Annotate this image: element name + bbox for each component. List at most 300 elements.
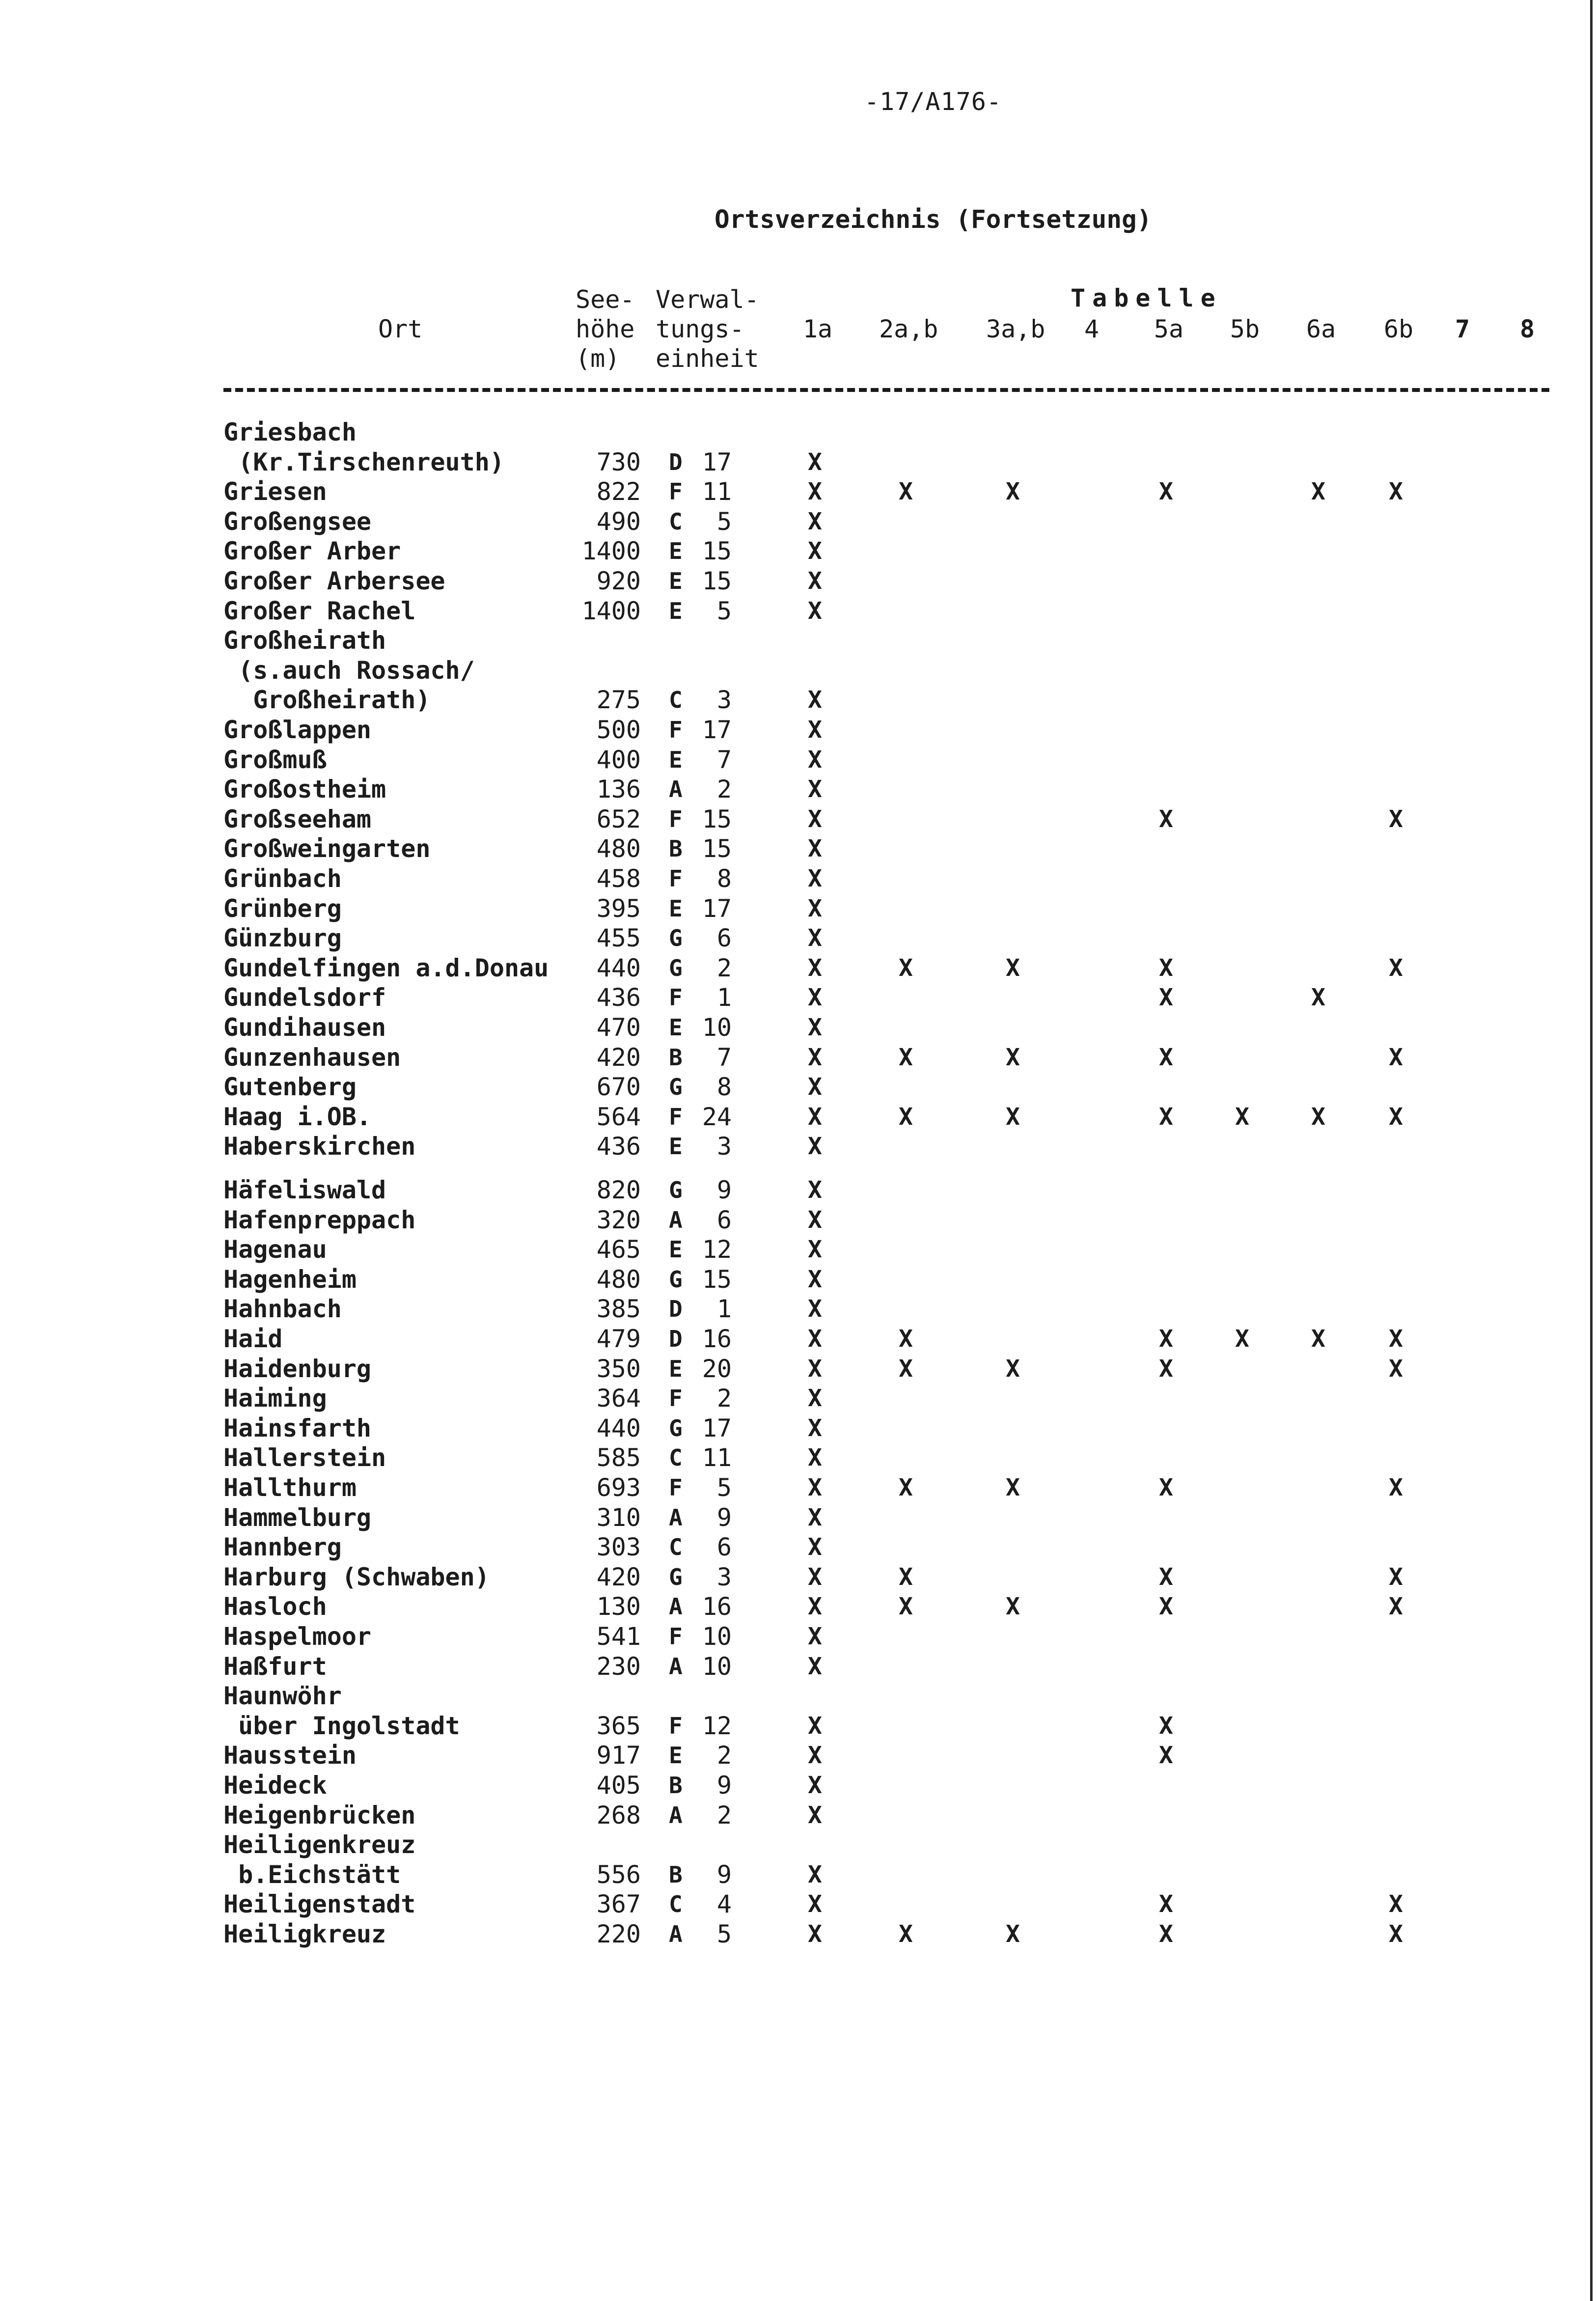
table-mark: X bbox=[1159, 1355, 1173, 1383]
elevation-value: 436 bbox=[596, 1132, 641, 1161]
elevation-value: 480 bbox=[596, 1265, 641, 1294]
admin-unit-number: 12 bbox=[702, 1712, 732, 1740]
table-mark: X bbox=[808, 895, 822, 922]
table-mark: X bbox=[1006, 1103, 1020, 1131]
table-mark: X bbox=[1389, 1920, 1403, 1948]
table-mark: X bbox=[1159, 1742, 1173, 1769]
place-name: (s.auch Rossach/ bbox=[223, 656, 475, 685]
admin-unit-number: 7 bbox=[716, 746, 732, 774]
elevation-value: 455 bbox=[596, 924, 641, 952]
elevation-value: 730 bbox=[596, 448, 641, 476]
table-row bbox=[0, 1562, 1596, 1592]
elevation-value: 395 bbox=[596, 894, 641, 923]
table-row bbox=[0, 596, 1596, 626]
admin-unit-number: 15 bbox=[702, 567, 732, 595]
place-name: Haberskirchen bbox=[223, 1132, 416, 1161]
table-mark: X bbox=[808, 1073, 822, 1101]
admin-unit-letter: E bbox=[669, 1236, 683, 1263]
table-mark: X bbox=[1389, 1325, 1403, 1353]
elevation-value: 820 bbox=[596, 1176, 641, 1204]
admin-unit-number: 12 bbox=[702, 1235, 732, 1264]
column-header: 6a bbox=[1306, 315, 1336, 343]
admin-unit-letter: A bbox=[669, 1207, 683, 1233]
table-row bbox=[0, 1771, 1596, 1800]
admin-unit-number: 5 bbox=[716, 507, 732, 536]
place-name: Großer Rachel bbox=[223, 597, 416, 625]
admin-unit-letter: D bbox=[669, 1296, 683, 1322]
column-header: 7 bbox=[1455, 315, 1470, 343]
admin-unit-letter: D bbox=[669, 1326, 683, 1352]
admin-unit-number: 1 bbox=[716, 983, 732, 1012]
elevation-value: 320 bbox=[596, 1206, 641, 1234]
place-name: Grünberg bbox=[223, 894, 342, 923]
table-mark: X bbox=[808, 1295, 822, 1323]
table-mark: X bbox=[808, 1861, 822, 1888]
table-row bbox=[0, 685, 1596, 715]
admin-unit-number: 6 bbox=[716, 924, 732, 952]
admin-unit-letter: A bbox=[669, 1802, 683, 1829]
place-name: Gundihausen bbox=[223, 1013, 386, 1042]
elevation-value: 367 bbox=[596, 1890, 641, 1918]
place-name: über Ingolstadt bbox=[223, 1712, 460, 1740]
admin-unit-letter: E bbox=[669, 538, 683, 564]
admin-unit-number: 16 bbox=[702, 1325, 732, 1353]
table-mark: X bbox=[1159, 1563, 1173, 1591]
table-mark: X bbox=[808, 746, 822, 774]
table-row bbox=[0, 775, 1596, 804]
table-row bbox=[0, 447, 1596, 477]
elevation-value: 230 bbox=[596, 1652, 641, 1681]
table-mark: X bbox=[808, 478, 822, 505]
place-name: Haiming bbox=[223, 1384, 327, 1413]
table-mark: X bbox=[1159, 984, 1173, 1011]
table-mark: X bbox=[808, 1133, 822, 1160]
place-name: Harburg (Schwaben) bbox=[223, 1563, 490, 1591]
admin-unit-letter: A bbox=[669, 1593, 683, 1620]
table-mark: X bbox=[808, 537, 822, 565]
admin-unit-letter: E bbox=[669, 1356, 683, 1382]
admin-unit-letter: A bbox=[669, 1653, 683, 1680]
admin-unit-number: 2 bbox=[716, 775, 732, 804]
table-row bbox=[0, 834, 1596, 863]
table-mark: X bbox=[808, 597, 822, 625]
table-mark: X bbox=[1389, 1474, 1403, 1501]
table-row bbox=[0, 1711, 1596, 1741]
table-mark: X bbox=[1389, 1563, 1403, 1591]
admin-unit-letter: F bbox=[669, 717, 683, 743]
admin-unit-letter: F bbox=[669, 865, 683, 892]
table-row bbox=[0, 894, 1596, 923]
admin-unit-number: 17 bbox=[702, 894, 732, 923]
header-divider bbox=[223, 388, 1549, 392]
place-name: Gunzenhausen bbox=[223, 1043, 401, 1072]
elevation-value: 652 bbox=[596, 805, 641, 833]
table-mark: X bbox=[899, 1563, 913, 1591]
table-row bbox=[0, 1013, 1596, 1042]
elevation-value: 310 bbox=[596, 1503, 641, 1532]
elevation-value: 365 bbox=[596, 1712, 641, 1740]
elevation-value: 500 bbox=[596, 716, 641, 744]
admin-unit-letter: E bbox=[669, 598, 683, 624]
elevation-value: 364 bbox=[596, 1384, 641, 1413]
admin-unit-number: 15 bbox=[702, 537, 732, 565]
table-mark: X bbox=[808, 1533, 822, 1561]
elevation-value: 920 bbox=[596, 567, 641, 595]
table-row bbox=[0, 804, 1596, 834]
place-name: Heiligenstadt bbox=[223, 1890, 416, 1918]
place-name: Großlappen bbox=[223, 716, 372, 744]
admin-unit-number: 7 bbox=[716, 1043, 732, 1072]
admin-unit-letter: F bbox=[669, 1474, 683, 1501]
table-mark: X bbox=[1006, 954, 1020, 982]
admin-unit-letter: F bbox=[669, 1713, 683, 1739]
place-name: Großheirath bbox=[223, 626, 386, 655]
table-mark: X bbox=[1389, 1890, 1403, 1918]
admin-unit-letter: A bbox=[669, 1504, 683, 1531]
place-name: Heigenbrücken bbox=[223, 1801, 416, 1830]
admin-unit-letter: F bbox=[669, 806, 683, 832]
elevation-value: 670 bbox=[596, 1073, 641, 1101]
admin-unit-letter: F bbox=[669, 1104, 683, 1130]
table-row bbox=[0, 1175, 1596, 1205]
admin-unit-letter: B bbox=[669, 1861, 683, 1888]
table-row bbox=[0, 1414, 1596, 1443]
table-mark: X bbox=[808, 1414, 822, 1442]
place-name: Großostheim bbox=[223, 775, 386, 804]
elevation-value: 465 bbox=[596, 1235, 641, 1264]
admin-unit-number: 8 bbox=[716, 864, 732, 893]
table-mark: X bbox=[808, 567, 822, 595]
table-mark: X bbox=[1159, 1044, 1173, 1071]
table-mark: X bbox=[1159, 1103, 1173, 1131]
place-name: Hallthurm bbox=[223, 1473, 357, 1502]
elevation-value: 585 bbox=[596, 1443, 641, 1472]
table-mark: X bbox=[1235, 1103, 1249, 1131]
place-name: (Kr.Tirschenreuth) bbox=[223, 448, 504, 476]
table-mark: X bbox=[1006, 1044, 1020, 1071]
admin-unit-letter: A bbox=[669, 1921, 683, 1947]
table-row bbox=[0, 953, 1596, 983]
table-mark: X bbox=[1235, 1325, 1249, 1353]
table-mark: X bbox=[808, 1355, 822, 1383]
table-mark: X bbox=[1311, 1325, 1325, 1353]
admin-unit-letter: E bbox=[669, 1742, 683, 1769]
header-ort: Ort bbox=[378, 315, 423, 343]
place-name: Heiligenkreuz bbox=[223, 1830, 416, 1859]
column-header: 5a bbox=[1154, 315, 1184, 343]
table-mark: X bbox=[808, 1236, 822, 1263]
admin-unit-number: 3 bbox=[716, 686, 732, 714]
place-name: Günzburg bbox=[223, 924, 342, 952]
admin-unit-letter: G bbox=[669, 1415, 683, 1442]
admin-unit-number: 15 bbox=[702, 1265, 732, 1294]
column-header: 6b bbox=[1383, 315, 1414, 343]
admin-unit-letter: C bbox=[669, 687, 683, 713]
table-mark: X bbox=[808, 865, 822, 892]
table-row bbox=[0, 536, 1596, 566]
place-name: Großseeham bbox=[223, 805, 372, 833]
table-mark: X bbox=[808, 1593, 822, 1620]
elevation-value: 556 bbox=[596, 1860, 641, 1889]
admin-unit-number: 6 bbox=[716, 1533, 732, 1561]
place-name: Großer Arbersee bbox=[223, 567, 445, 595]
table-mark: X bbox=[808, 1206, 822, 1234]
table-row bbox=[0, 1072, 1596, 1102]
table-mark: X bbox=[808, 508, 822, 535]
admin-unit-number: 2 bbox=[716, 1801, 732, 1830]
table-mark: X bbox=[1159, 1920, 1173, 1948]
place-name: Griesbach bbox=[223, 418, 357, 446]
place-name: Hasloch bbox=[223, 1592, 327, 1621]
admin-unit-letter: E bbox=[669, 895, 683, 922]
admin-unit-number: 15 bbox=[702, 834, 732, 863]
place-name: Hainsfarth bbox=[223, 1414, 372, 1442]
admin-unit-letter: G bbox=[669, 955, 683, 981]
elevation-value: 220 bbox=[596, 1920, 641, 1948]
header-seehoehe: See- höhe (m) bbox=[576, 285, 635, 373]
table-mark: X bbox=[808, 984, 822, 1011]
table-mark: X bbox=[1389, 1044, 1403, 1071]
admin-unit-letter: G bbox=[669, 1564, 683, 1590]
admin-unit-number: 2 bbox=[716, 1384, 732, 1413]
table-row bbox=[0, 1132, 1596, 1161]
table-row bbox=[0, 1889, 1596, 1919]
admin-unit-number: 2 bbox=[716, 954, 732, 982]
header-verwaltungseinheit: Verwal- tungs- einheit bbox=[656, 285, 759, 373]
table-mark: X bbox=[808, 1444, 822, 1471]
elevation-value: 541 bbox=[596, 1622, 641, 1651]
admin-unit-number: 11 bbox=[702, 477, 732, 506]
admin-unit-letter: F bbox=[669, 984, 683, 1011]
table-row bbox=[0, 1919, 1596, 1949]
elevation-value: 822 bbox=[596, 477, 641, 506]
place-name: b.Eichstätt bbox=[223, 1860, 401, 1889]
table-mark: X bbox=[808, 1802, 822, 1829]
table-row bbox=[0, 477, 1596, 506]
column-header: 4 bbox=[1084, 315, 1100, 343]
admin-unit-letter: B bbox=[669, 835, 683, 862]
admin-unit-number: 3 bbox=[716, 1563, 732, 1591]
table-mark: X bbox=[808, 448, 822, 476]
table-mark: X bbox=[899, 1103, 913, 1131]
elevation-value: 564 bbox=[596, 1103, 641, 1131]
place-name: Hahnbach bbox=[223, 1295, 342, 1323]
admin-unit-number: 17 bbox=[702, 448, 732, 476]
admin-unit-letter: C bbox=[669, 1444, 683, 1471]
table-mark: X bbox=[808, 1044, 822, 1071]
elevation-value: 440 bbox=[596, 954, 641, 982]
admin-unit-letter: F bbox=[669, 1623, 683, 1650]
elevation-value: 693 bbox=[596, 1473, 641, 1502]
elevation-value: 420 bbox=[596, 1563, 641, 1591]
admin-unit-number: 24 bbox=[702, 1103, 732, 1131]
place-name: Heiligkreuz bbox=[223, 1920, 386, 1948]
table-row bbox=[0, 1384, 1596, 1413]
table-mark: X bbox=[1006, 1474, 1020, 1501]
table-row bbox=[0, 1681, 1596, 1711]
elevation-value: 130 bbox=[596, 1592, 641, 1621]
admin-unit-letter: A bbox=[669, 776, 683, 803]
place-name: Hafenpreppach bbox=[223, 1206, 416, 1234]
admin-unit-letter: E bbox=[669, 1133, 683, 1160]
table-mark: X bbox=[899, 1920, 913, 1948]
place-name: Häfeliswald bbox=[223, 1176, 386, 1204]
admin-unit-number: 5 bbox=[716, 1920, 732, 1948]
admin-unit-number: 5 bbox=[716, 1473, 732, 1502]
admin-unit-letter: E bbox=[669, 568, 683, 594]
admin-unit-letter: E bbox=[669, 747, 683, 773]
table-mark: X bbox=[808, 924, 822, 952]
column-header: 8 bbox=[1519, 315, 1535, 343]
place-name: Großheirath) bbox=[223, 686, 431, 714]
table-mark: X bbox=[1006, 1920, 1020, 1948]
table-mark: X bbox=[808, 1563, 822, 1591]
place-name: Gundelsdorf bbox=[223, 983, 386, 1012]
table-mark: X bbox=[1389, 1103, 1403, 1131]
admin-unit-number: 20 bbox=[702, 1355, 732, 1383]
admin-unit-letter: G bbox=[669, 1266, 683, 1293]
table-mark: X bbox=[899, 1593, 913, 1620]
admin-unit-letter: E bbox=[669, 1014, 683, 1041]
table-row bbox=[0, 1622, 1596, 1651]
admin-unit-number: 15 bbox=[702, 805, 732, 833]
table-mark: X bbox=[808, 835, 822, 862]
place-name: Großmuß bbox=[223, 746, 327, 774]
table-mark: X bbox=[1159, 478, 1173, 505]
place-name: Großer Arber bbox=[223, 537, 401, 565]
admin-unit-letter: C bbox=[669, 1891, 683, 1917]
table-mark: X bbox=[899, 1325, 913, 1353]
elevation-value: 385 bbox=[596, 1295, 641, 1323]
table-mark: X bbox=[1159, 1474, 1173, 1501]
elevation-value: 275 bbox=[596, 686, 641, 714]
place-name: Haspelmoor bbox=[223, 1622, 372, 1651]
elevation-value: 1400 bbox=[581, 537, 641, 565]
place-name: Hausstein bbox=[223, 1741, 357, 1770]
table-mark: X bbox=[1389, 805, 1403, 833]
table-mark: X bbox=[808, 1325, 822, 1353]
place-name: Gutenberg bbox=[223, 1073, 357, 1101]
table-row bbox=[0, 1235, 1596, 1264]
table-mark: X bbox=[808, 1504, 822, 1531]
admin-unit-letter: G bbox=[669, 1177, 683, 1203]
table-row bbox=[0, 1354, 1596, 1384]
column-header: 1a bbox=[802, 315, 833, 343]
elevation-value: 436 bbox=[596, 983, 641, 1012]
table-mark: X bbox=[808, 1653, 822, 1680]
admin-unit-number: 8 bbox=[716, 1073, 732, 1101]
admin-unit-letter: C bbox=[669, 508, 683, 535]
elevation-value: 268 bbox=[596, 1801, 641, 1830]
admin-unit-number: 11 bbox=[702, 1443, 732, 1472]
page-number: -17/A176- bbox=[864, 87, 1002, 116]
table-row bbox=[0, 1205, 1596, 1235]
place-name: Haidenburg bbox=[223, 1355, 372, 1383]
admin-unit-number: 10 bbox=[702, 1652, 732, 1681]
elevation-value: 405 bbox=[596, 1771, 641, 1800]
table-row bbox=[0, 1294, 1596, 1324]
admin-unit-number: 10 bbox=[702, 1622, 732, 1651]
elevation-value: 490 bbox=[596, 507, 641, 536]
admin-unit-number: 16 bbox=[702, 1592, 732, 1621]
elevation-value: 917 bbox=[596, 1741, 641, 1770]
table-row bbox=[0, 983, 1596, 1012]
table-mark: X bbox=[1389, 1593, 1403, 1620]
place-name: Haag i.OB. bbox=[223, 1103, 372, 1131]
table-mark: X bbox=[899, 1355, 913, 1383]
table-mark: X bbox=[808, 1385, 822, 1412]
admin-unit-number: 9 bbox=[716, 1176, 732, 1204]
place-name: Großengsee bbox=[223, 507, 372, 536]
elevation-value: 470 bbox=[596, 1013, 641, 1042]
table-row bbox=[0, 1324, 1596, 1354]
table-row bbox=[0, 745, 1596, 775]
table-mark: X bbox=[808, 1474, 822, 1501]
table-row bbox=[0, 715, 1596, 745]
elevation-value: 458 bbox=[596, 864, 641, 893]
table-mark: X bbox=[808, 1014, 822, 1041]
table-row bbox=[0, 1592, 1596, 1621]
table-mark: X bbox=[808, 686, 822, 714]
elevation-value: 479 bbox=[596, 1325, 641, 1353]
table-mark: X bbox=[1159, 1593, 1173, 1620]
table-mark: X bbox=[808, 805, 822, 833]
table-mark: X bbox=[1311, 984, 1325, 1011]
admin-unit-number: 4 bbox=[716, 1890, 732, 1918]
table-mark: X bbox=[1159, 1890, 1173, 1918]
place-name: Hannberg bbox=[223, 1533, 342, 1561]
table-row bbox=[0, 1532, 1596, 1562]
table-mark: X bbox=[899, 1474, 913, 1501]
place-name: Hallerstein bbox=[223, 1443, 386, 1472]
table-row bbox=[0, 1102, 1596, 1132]
table-mark: X bbox=[808, 1623, 822, 1650]
admin-unit-number: 10 bbox=[702, 1013, 732, 1042]
elevation-value: 350 bbox=[596, 1355, 641, 1383]
admin-unit-number: 17 bbox=[702, 716, 732, 744]
table-mark: X bbox=[1159, 954, 1173, 982]
elevation-value: 400 bbox=[596, 746, 641, 774]
table-mark: X bbox=[808, 954, 822, 982]
table-mark: X bbox=[808, 1712, 822, 1740]
table-mark: X bbox=[1159, 805, 1173, 833]
page-title: Ortsverzeichnis (Fortsetzung) bbox=[715, 205, 1152, 234]
table-mark: X bbox=[808, 1742, 822, 1769]
table-row bbox=[0, 1741, 1596, 1770]
place-name: Hagenheim bbox=[223, 1265, 357, 1294]
table-row bbox=[0, 1503, 1596, 1532]
table-mark: X bbox=[808, 1266, 822, 1293]
table-mark: X bbox=[1389, 478, 1403, 505]
table-row bbox=[0, 1830, 1596, 1859]
elevation-value: 440 bbox=[596, 1414, 641, 1442]
table-row bbox=[0, 1473, 1596, 1502]
table-mark: X bbox=[808, 1920, 822, 1948]
elevation-value: 420 bbox=[596, 1043, 641, 1072]
admin-unit-letter: B bbox=[669, 1044, 683, 1071]
table-mark: X bbox=[808, 1103, 822, 1131]
table-row bbox=[0, 566, 1596, 596]
table-mark: X bbox=[1389, 1355, 1403, 1383]
table-mark: X bbox=[1311, 1103, 1325, 1131]
table-row bbox=[0, 656, 1596, 685]
admin-unit-letter: G bbox=[669, 1074, 683, 1100]
table-mark: X bbox=[1006, 478, 1020, 505]
place-name: Haid bbox=[223, 1325, 283, 1353]
table-mark: X bbox=[808, 1176, 822, 1204]
table-row bbox=[0, 417, 1596, 447]
table-mark: X bbox=[808, 1772, 822, 1799]
